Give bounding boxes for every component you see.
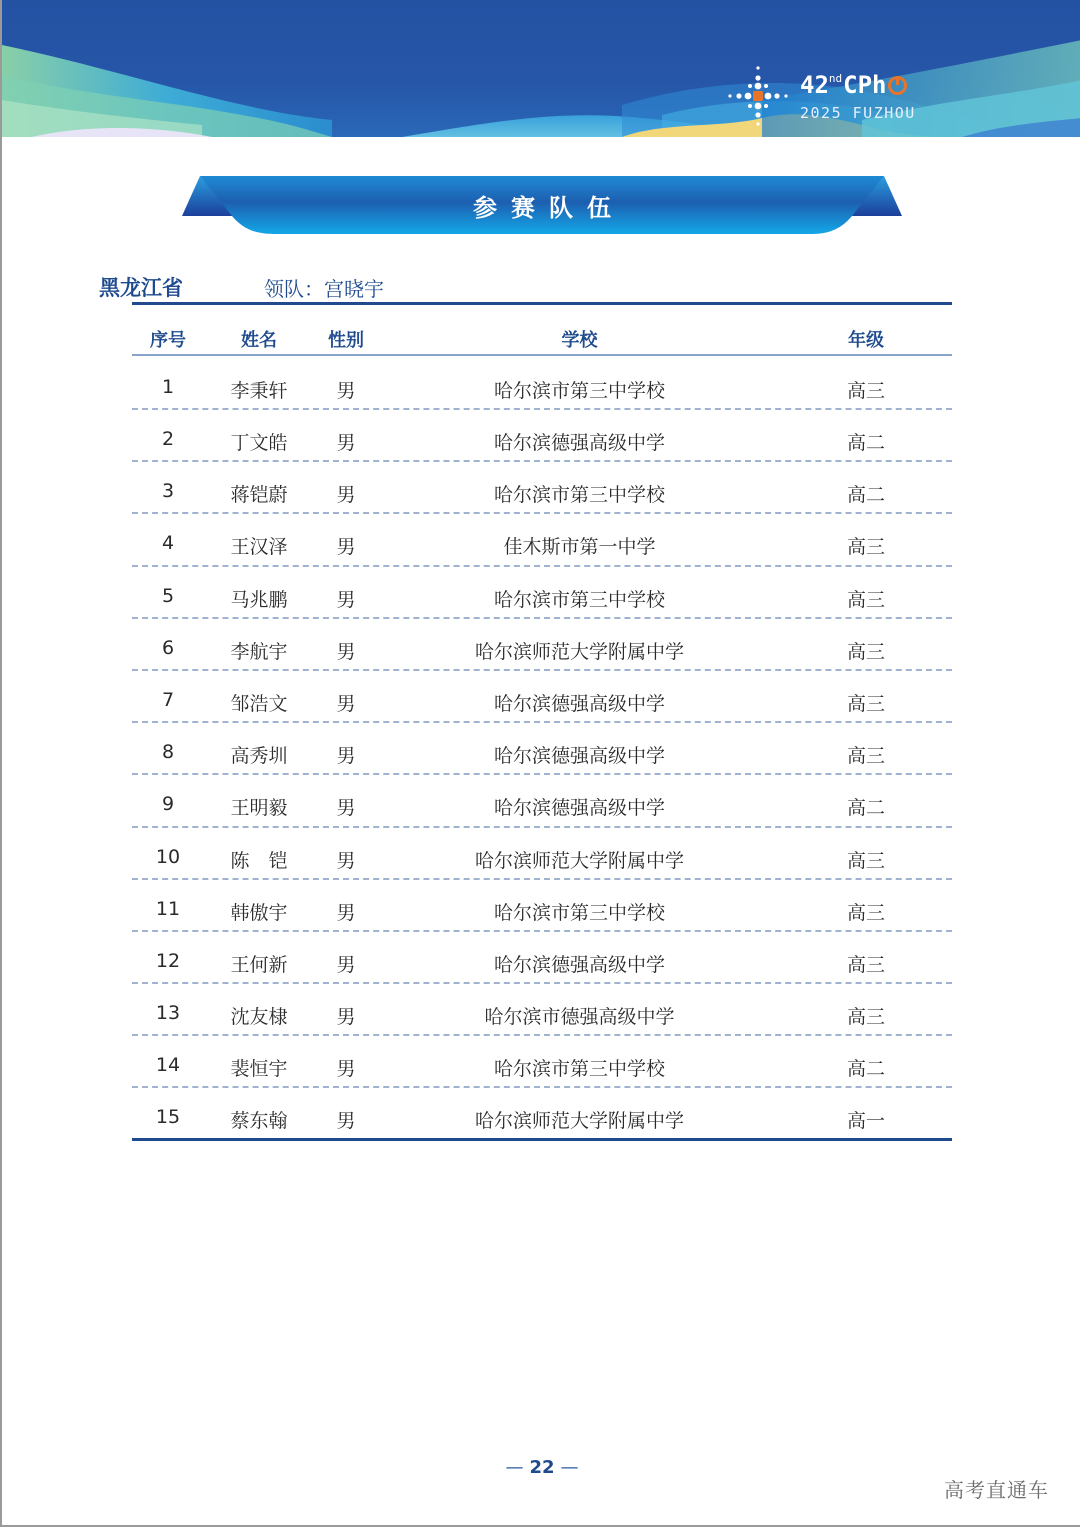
page-number bbox=[482, 1457, 602, 1478]
student-grade: 高三 bbox=[846, 849, 885, 872]
student-grade: 高二 bbox=[846, 484, 885, 507]
power-o-icon bbox=[888, 76, 907, 95]
student-gender: 男 bbox=[336, 1110, 356, 1133]
student-school: 哈尔滨市第三中学校 bbox=[493, 380, 665, 402]
student-school: 哈尔滨师范大学附属中学 bbox=[474, 849, 684, 872]
student-school: 哈尔滨市德强高级中学 bbox=[484, 1006, 675, 1029]
table-row bbox=[132, 356, 952, 410]
table-row bbox=[132, 723, 952, 775]
row-number: 10 bbox=[155, 845, 181, 868]
student-gender: 男 bbox=[336, 953, 356, 976]
student-gender: 男 bbox=[336, 849, 356, 872]
cpho-logo bbox=[726, 64, 926, 130]
row-number: 1 bbox=[161, 376, 175, 398]
student-name: 丁文皓 bbox=[230, 432, 288, 454]
table-row bbox=[132, 462, 952, 514]
student-grade: 高三 bbox=[846, 588, 885, 611]
logo-subtitle: 2025 FUZHOU bbox=[800, 104, 916, 122]
student-name: 陈 铠 bbox=[230, 849, 288, 872]
page-number-dash-left: — bbox=[505, 1457, 524, 1478]
student-grade: 高三 bbox=[846, 901, 885, 924]
page-number-dash-right: — bbox=[560, 1457, 579, 1478]
logo-name: CPh bbox=[843, 71, 887, 99]
team-roster-table bbox=[132, 318, 952, 1141]
student-school: 哈尔滨市第三中学校 bbox=[493, 1058, 665, 1081]
table-row bbox=[132, 410, 952, 462]
row-number: 5 bbox=[161, 584, 175, 607]
row-number: 3 bbox=[161, 480, 175, 503]
header-banner bbox=[2, 0, 1080, 137]
student-gender: 男 bbox=[336, 745, 356, 768]
row-number: 8 bbox=[161, 741, 175, 764]
student-name: 高秀圳 bbox=[230, 745, 288, 768]
watermark-text: 高考直通车 bbox=[944, 1478, 1049, 1502]
student-name: 王汉泽 bbox=[230, 536, 288, 559]
student-school: 哈尔滨德强高级中学 bbox=[493, 797, 665, 820]
student-school: 哈尔滨德强高级中学 bbox=[493, 953, 665, 976]
student-gender: 男 bbox=[336, 692, 356, 715]
row-number: 14 bbox=[155, 1054, 181, 1077]
student-grade: 高三 bbox=[846, 953, 885, 976]
student-school: 哈尔滨德强高级中学 bbox=[493, 692, 665, 715]
table-row bbox=[132, 932, 952, 984]
column-header-grade: 年级 bbox=[848, 330, 884, 351]
page-number-value: 22 bbox=[529, 1457, 555, 1478]
student-name: 马兆鹏 bbox=[230, 588, 288, 611]
sparkle-logo-icon bbox=[726, 64, 796, 130]
row-number: 7 bbox=[161, 688, 175, 711]
student-name: 蔡东翰 bbox=[230, 1110, 288, 1133]
column-header-number: 序号 bbox=[150, 330, 186, 351]
row-number: 15 bbox=[155, 1106, 181, 1129]
province-name: 黑龙江省 bbox=[99, 276, 183, 300]
student-school: 哈尔滨师范大学附属中学 bbox=[474, 1110, 684, 1133]
table-row bbox=[132, 671, 952, 723]
table-row bbox=[132, 984, 952, 1036]
row-number: 13 bbox=[155, 1002, 181, 1025]
student-school: 佳木斯市第一中学 bbox=[503, 536, 656, 559]
section-title: 参赛队伍 bbox=[473, 194, 625, 222]
student-school: 哈尔滨市第三中学校 bbox=[493, 484, 665, 507]
student-name: 沈友棣 bbox=[230, 1006, 288, 1029]
student-school: 哈尔滨市第三中学校 bbox=[493, 901, 665, 924]
student-name: 李航宇 bbox=[230, 640, 288, 663]
table-row bbox=[132, 1036, 952, 1088]
table-row bbox=[132, 619, 952, 671]
column-header-gender: 性别 bbox=[328, 330, 364, 351]
student-gender: 男 bbox=[336, 1058, 356, 1081]
student-gender: 男 bbox=[336, 484, 356, 507]
student-name: 李秉轩 bbox=[230, 380, 288, 402]
table-row bbox=[132, 880, 952, 932]
student-school: 哈尔滨师范大学附属中学 bbox=[474, 640, 684, 663]
student-grade: 高三 bbox=[846, 536, 885, 559]
header-rule bbox=[132, 302, 952, 305]
student-gender: 男 bbox=[336, 797, 356, 820]
leader-label: 领队： bbox=[264, 277, 324, 301]
logo-ordinal: nd bbox=[828, 72, 843, 85]
student-name: 王何新 bbox=[230, 953, 288, 976]
student-name: 蒋铠蔚 bbox=[230, 484, 288, 507]
logo-title bbox=[800, 71, 907, 99]
student-school: 哈尔滨市第三中学校 bbox=[493, 588, 665, 611]
table-body bbox=[132, 356, 952, 1141]
student-grade: 高三 bbox=[846, 745, 885, 768]
table-header bbox=[132, 318, 952, 356]
leader-name: 宫晓宇 bbox=[324, 277, 384, 301]
row-number: 9 bbox=[161, 793, 175, 816]
table-row bbox=[132, 514, 952, 566]
row-number: 12 bbox=[155, 949, 181, 972]
student-grade: 高一 bbox=[846, 1110, 885, 1133]
student-gender: 男 bbox=[336, 640, 356, 663]
section-title-ribbon bbox=[182, 176, 902, 236]
student-gender: 男 bbox=[336, 901, 356, 924]
student-grade: 高二 bbox=[846, 797, 885, 820]
row-number: 4 bbox=[161, 532, 175, 555]
column-header-school: 学校 bbox=[561, 330, 598, 351]
row-number: 6 bbox=[161, 636, 175, 659]
student-grade: 高三 bbox=[846, 380, 885, 402]
team-leader bbox=[264, 273, 384, 302]
student-grade: 高二 bbox=[846, 1058, 885, 1081]
table-row bbox=[132, 1088, 952, 1140]
student-name: 韩傲宇 bbox=[230, 901, 288, 924]
student-grade: 高三 bbox=[846, 1006, 885, 1029]
student-name: 邹浩文 bbox=[230, 692, 288, 715]
student-gender: 男 bbox=[336, 588, 356, 611]
student-gender: 男 bbox=[336, 1006, 356, 1029]
student-grade: 高三 bbox=[846, 692, 885, 715]
student-gender: 男 bbox=[336, 380, 356, 402]
student-grade: 高二 bbox=[846, 432, 885, 454]
table-row bbox=[132, 567, 952, 619]
logo-edition: 42 bbox=[800, 71, 829, 99]
student-grade: 高三 bbox=[846, 640, 885, 663]
row-number: 11 bbox=[155, 897, 181, 920]
student-school: 哈尔滨德强高级中学 bbox=[493, 745, 665, 768]
student-gender: 男 bbox=[336, 536, 356, 559]
table-row bbox=[132, 775, 952, 827]
row-number: 2 bbox=[161, 428, 175, 450]
student-gender: 男 bbox=[336, 432, 356, 454]
student-name: 裴恒宇 bbox=[230, 1058, 288, 1081]
table-row bbox=[132, 828, 952, 880]
column-header-name: 姓名 bbox=[241, 330, 277, 351]
student-school: 哈尔滨德强高级中学 bbox=[493, 432, 665, 454]
student-name: 王明毅 bbox=[230, 797, 288, 820]
